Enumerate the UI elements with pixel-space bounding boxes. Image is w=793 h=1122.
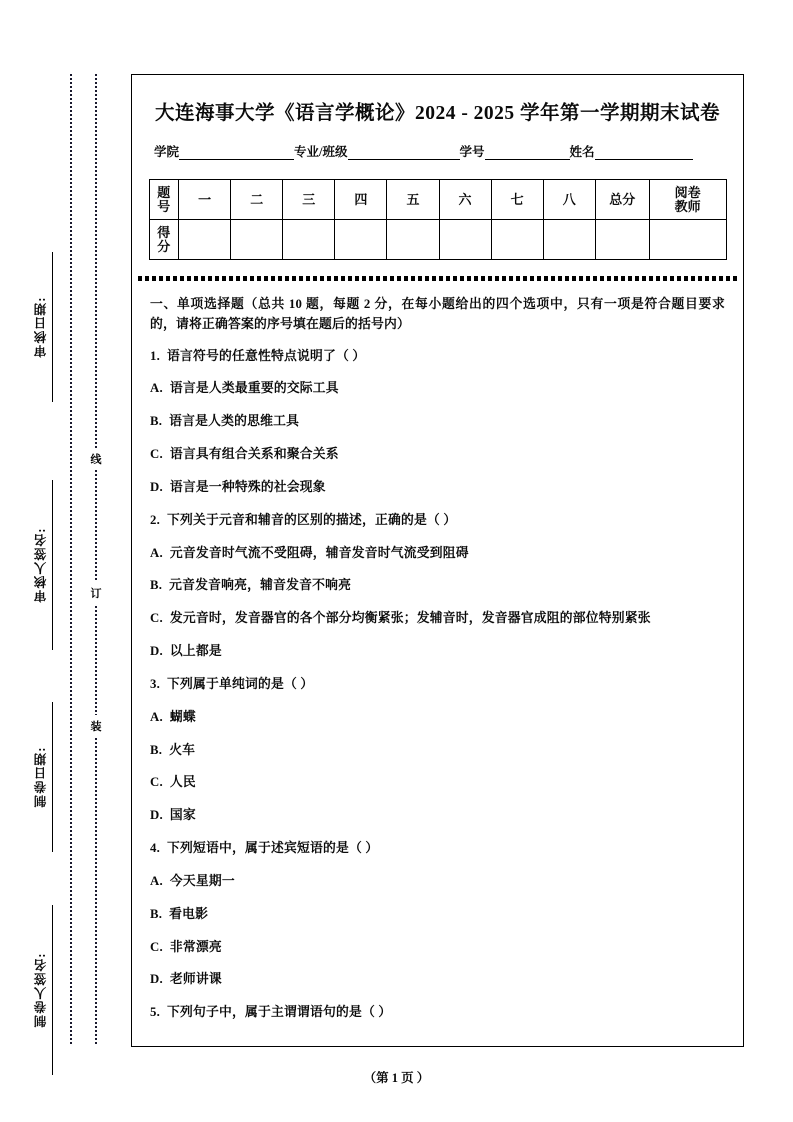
option-mark: B. <box>150 578 163 593</box>
question-stem <box>150 839 725 859</box>
identity-input-college[interactable] <box>179 146 294 160</box>
option-text: 今天星期一 <box>169 873 235 888</box>
option-text: 语言是一种特殊的社会现象 <box>169 479 326 494</box>
option-mark: C. <box>150 939 163 954</box>
question-option[interactable] <box>150 872 725 892</box>
score-column-2: 二 <box>231 180 283 220</box>
margin-field-review-date-label: 审核日期: <box>34 296 48 358</box>
score-column-3: 三 <box>283 180 335 220</box>
score-table <box>149 179 727 260</box>
question-option[interactable] <box>150 905 725 925</box>
question-stem <box>150 1003 725 1023</box>
question-number: 4. <box>150 841 160 856</box>
option-mark: D. <box>150 972 163 987</box>
exam-paper-frame <box>131 74 744 1047</box>
question-option[interactable] <box>150 445 725 465</box>
row-label-char: 号 <box>157 198 171 214</box>
score-cell-total[interactable] <box>595 220 649 260</box>
question-stem <box>150 347 725 367</box>
score-cell-1[interactable] <box>179 220 231 260</box>
section-heading: 一、单项选择题（总共 10 题，每题 2 分，在每小题给出的四个选项中，只有一项是符合题目要求的，请将正确答案的序号填在题后的括号内） <box>150 297 725 331</box>
option-text: 蝴蝶 <box>169 709 196 724</box>
binding-dotted-line-inner <box>95 74 97 1044</box>
binding-dotted-line-outer <box>70 74 72 1044</box>
margin-field-produce-date <box>30 702 53 852</box>
identity-label-college: 学院 <box>154 145 180 159</box>
question-option[interactable] <box>150 970 725 990</box>
option-text: 元音发音响亮，辅音发音不响亮 <box>169 578 352 593</box>
score-table-row-label-question <box>149 180 179 220</box>
margin-field-producer-signature-label: 制卷人签名: <box>34 952 48 1028</box>
score-cell-3[interactable] <box>283 220 335 260</box>
score-column-1: 一 <box>179 180 231 220</box>
question-number: 2. <box>150 512 160 527</box>
question-text: 下列句子中，属于主谓谓语句的是（ ） <box>167 1005 392 1020</box>
option-text: 非常漂亮 <box>169 939 222 954</box>
score-cell-7[interactable] <box>491 220 543 260</box>
margin-field-review-date <box>30 252 53 402</box>
score-table-value-row <box>149 220 726 260</box>
option-mark: D. <box>150 479 163 494</box>
option-mark: B. <box>150 414 163 429</box>
question-option[interactable] <box>150 708 725 728</box>
page-title: 大连海事大学《语言学概论》2024 - 2025 学年第一学期期末试卷 <box>154 103 721 124</box>
option-text: 语言是人类最重要的交际工具 <box>169 381 339 396</box>
score-cell-6[interactable] <box>439 220 491 260</box>
option-text: 以上都是 <box>169 644 222 659</box>
identity-field-college <box>154 142 294 160</box>
identity-field-student-id <box>460 142 570 160</box>
option-mark: C. <box>150 611 163 626</box>
question-option[interactable] <box>150 609 725 629</box>
option-text: 老师讲课 <box>169 972 222 987</box>
option-mark: A. <box>150 381 163 396</box>
margin-field-reviewer-signature-label: 审核人签名: <box>34 527 48 603</box>
option-text: 语言具有组合关系和聚合关系 <box>169 447 339 462</box>
question-number: 3. <box>150 676 160 691</box>
option-mark: A. <box>150 709 163 724</box>
question-option[interactable] <box>150 576 725 596</box>
question-text: 下列短语中，属于述宾短语的是（ ） <box>167 841 379 856</box>
question-option[interactable] <box>150 478 725 498</box>
question-option[interactable] <box>150 773 725 793</box>
page-footer: （第 1 页 ） <box>363 1071 430 1085</box>
question-option[interactable] <box>150 938 725 958</box>
student-identity-row <box>154 142 729 160</box>
exam-body <box>132 281 743 1023</box>
margin-field-reviewer-signature <box>30 480 53 650</box>
option-mark: B. <box>150 906 163 921</box>
seam-char-line: 线 <box>88 448 104 470</box>
row-label-char: 分 <box>157 238 171 254</box>
option-mark: C. <box>150 447 163 462</box>
option-mark: B. <box>150 742 163 757</box>
identity-input-name[interactable] <box>595 146 693 160</box>
seam-char-bind: 订 <box>88 582 104 604</box>
identity-label-student-id: 学号 <box>459 145 485 159</box>
option-mark: A. <box>150 545 163 560</box>
score-column-teacher <box>649 180 726 220</box>
option-text: 人民 <box>169 775 196 790</box>
question-text: 语言符号的任意性特点说明了（ ） <box>167 348 366 363</box>
score-cell-5[interactable] <box>387 220 439 260</box>
score-table-row-label-score <box>149 220 179 260</box>
question-stem <box>150 675 725 695</box>
question-stem <box>150 511 725 531</box>
option-mark: C. <box>150 775 163 790</box>
question-option[interactable] <box>150 379 725 399</box>
option-mark: D. <box>150 808 163 823</box>
score-column-total: 总分 <box>595 180 649 220</box>
question-text: 下列关于元音和辅音的区别的描述，正确的是（ ） <box>167 512 457 527</box>
identity-field-major-class <box>294 142 459 160</box>
option-mark: A. <box>150 873 163 888</box>
teacher-label-char: 阅卷 <box>674 184 701 200</box>
option-text: 国家 <box>169 808 196 823</box>
score-column-5: 五 <box>387 180 439 220</box>
score-column-7: 七 <box>491 180 543 220</box>
question-option[interactable] <box>150 806 725 826</box>
left-margin-annotations <box>0 0 130 1122</box>
identity-label-major-class: 专业/班级 <box>294 145 348 159</box>
identity-input-student-id[interactable] <box>485 146 570 160</box>
question-number: 5. <box>150 1005 160 1020</box>
option-mark: D. <box>150 644 163 659</box>
margin-field-producer-signature <box>30 905 53 1075</box>
seam-char-pack: 装 <box>88 715 104 737</box>
score-column-8: 八 <box>543 180 595 220</box>
row-label-char: 题 <box>157 184 171 200</box>
question-text: 下列属于单纯词的是（ ） <box>167 676 314 691</box>
option-text: 语言是人类的思维工具 <box>169 414 300 429</box>
identity-field-name <box>570 142 693 160</box>
question-option[interactable] <box>150 741 725 761</box>
teacher-label-char: 教师 <box>674 198 701 214</box>
identity-input-major-class[interactable] <box>348 146 460 160</box>
option-text: 看电影 <box>169 906 209 921</box>
question-option[interactable] <box>150 544 725 564</box>
score-table-header-row <box>149 180 726 220</box>
question-option[interactable] <box>150 642 725 662</box>
score-column-6: 六 <box>439 180 491 220</box>
option-text: 火车 <box>169 742 196 757</box>
score-cell-2[interactable] <box>231 220 283 260</box>
option-text: 发元音时，发音器官的各个部分均衡紧张；发辅音时，发音器官成阻的部位特别紧张 <box>169 611 651 626</box>
score-cell-4[interactable] <box>335 220 387 260</box>
question-option[interactable] <box>150 412 725 432</box>
score-cell-8[interactable] <box>543 220 595 260</box>
option-text: 元音发音时气流不受阻碍，辅音发音时气流受到阻碍 <box>169 545 469 560</box>
score-column-4: 四 <box>335 180 387 220</box>
question-number: 1. <box>150 348 160 363</box>
identity-label-name: 姓名 <box>569 145 595 159</box>
margin-field-produce-date-label: 制卷日期: <box>34 746 48 808</box>
score-cell-teacher[interactable] <box>649 220 726 260</box>
row-label-char: 得 <box>157 224 171 240</box>
